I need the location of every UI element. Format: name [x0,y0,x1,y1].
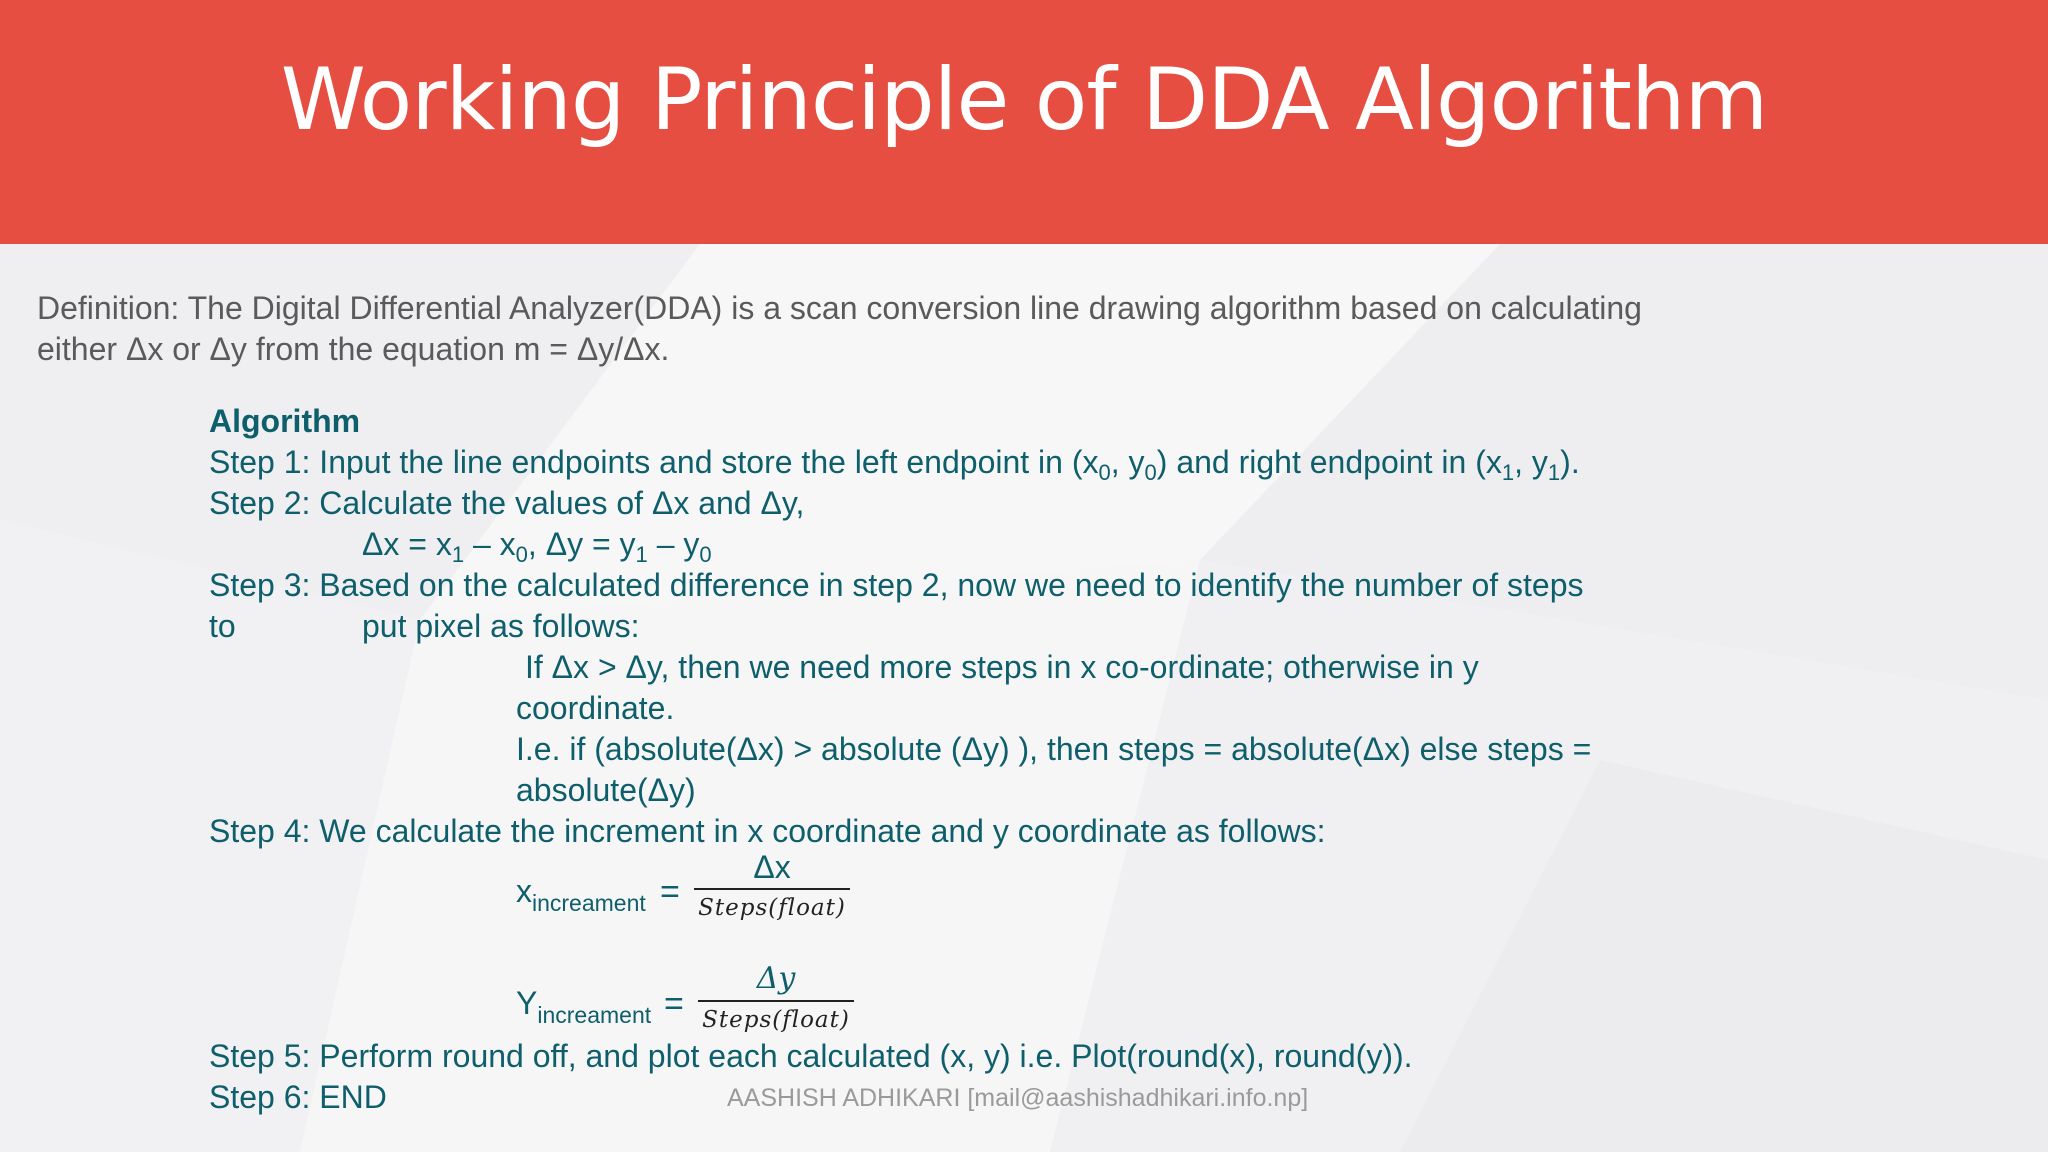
slide-title: Working Principle of DDA Algorithm [280,50,1768,150]
y-increment-fraction [698,960,854,1034]
step-1-text: ). [1560,444,1580,480]
subscript: 0 [699,542,712,567]
subscript: 1 [635,542,648,567]
variable-y: Y [516,985,538,1021]
formula-text: Δx = x [362,526,452,562]
equals-sign: = [660,873,680,911]
fraction-bar [698,1000,854,1002]
footer-author: AASHISH ADHIKARI [mail@aashishadhikari.info.np] [727,1084,1309,1112]
step-2-formula [362,524,712,565]
definition-line-1: Definition: The Digital Differential Analyzer(DDA) is a scan conversion line drawing algorithm based on calculating [37,290,1642,326]
fraction-numerator: Δx [753,849,791,885]
algorithm-heading: Algorithm [209,403,361,439]
formula-text: , Δy = y [527,526,636,562]
step-1-text: , y [1110,444,1145,480]
fraction-denominator: Steps(float) [702,1007,850,1033]
definition-line-2: either Δx or Δy from the equation m = Δy/Δx. [37,331,670,367]
subscript: 0 [1144,460,1157,485]
step-1-text: ) and right endpoint in (x [1156,444,1502,480]
step-3-condition-2: coordinate. [516,690,675,726]
subscript: 1 [1501,460,1515,485]
subscript: 1 [451,542,465,567]
step-1-text: Step 1: Input the line endpoints and store the left endpoint in (x [209,444,1099,480]
formula-text: – x [464,526,516,562]
subscript-increament: increament [532,890,646,916]
fraction-bar [694,888,850,890]
definition-paragraph [37,288,1837,370]
step-3-line-2a: to [209,608,236,644]
step-6: Step 6: END [209,1079,387,1115]
subscript: 0 [515,542,528,567]
x-increment-fraction [694,848,850,922]
subscript: 1 [1547,460,1561,485]
subscript: 0 [1098,460,1111,485]
step-1-text: , y [1514,444,1548,480]
step-5: Step 5: Perform round off, and plot each calculated (x, y) i.e. Plot(round(x), round(y)). [209,1038,1413,1074]
step-3-line-1: Step 3: Based on the calculated difference in step 2, now we need to identify the number of steps [209,567,1584,603]
step-3-condition-4: absolute(Δy) [516,772,696,808]
fraction-denominator: Steps(float) [698,895,846,921]
fraction-numerator: Δy [756,961,796,996]
equals-sign: = [664,985,684,1023]
step-3-condition-3: I.e. if (absolute(Δx) > absolute (Δy) ), then steps = absolute(Δx) else steps = [516,731,1592,767]
variable-x: x [516,873,532,909]
step-2: Step 2: Calculate the values of Δx and Δy, [209,485,805,521]
step-3-line-2b: put pixel as follows: [362,608,640,644]
formula-text: – y [647,526,700,562]
step-4: Step 4: We calculate the increment in x coordinate and y coordinate as follows: [209,813,1326,849]
step-1 [209,442,1580,483]
step-3-condition-1: If Δx > Δy, then we need more steps in x co-ordinate; otherwise in y [525,649,1479,685]
y-increment-variable [516,983,652,1028]
subscript-increament: increament [537,1002,652,1028]
x-increment-variable [516,871,646,916]
